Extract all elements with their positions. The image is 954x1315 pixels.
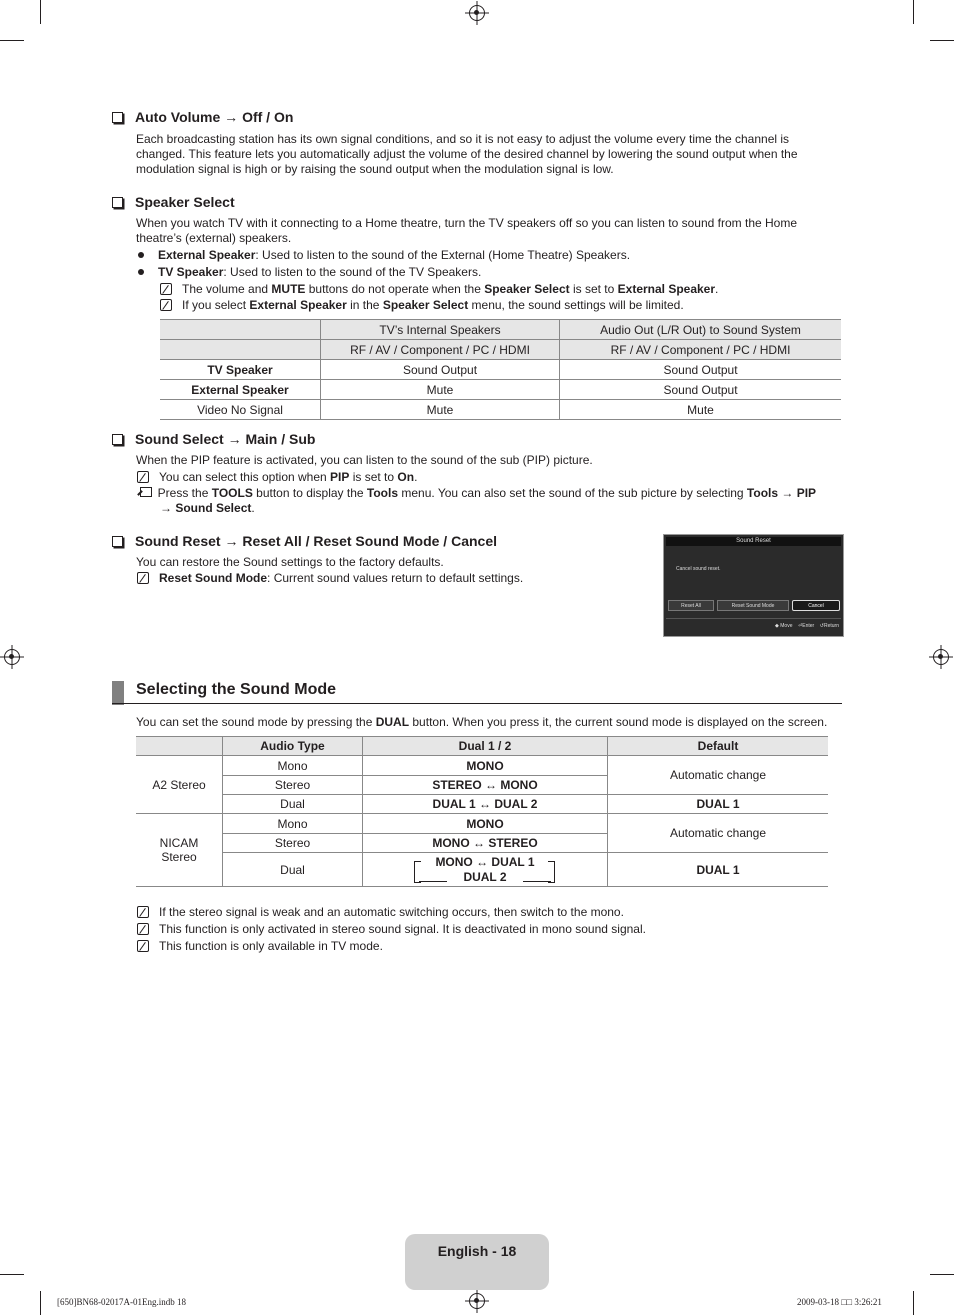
sound-reset-body: You can restore the Sound settings to the factory defaults. bbox=[136, 555, 444, 569]
note-icon bbox=[160, 283, 172, 295]
osd-reset-sound-mode-button[interactable]: Reset Sound Mode bbox=[717, 600, 789, 611]
checkbox-icon bbox=[112, 112, 123, 123]
print-slug-right: 2009-03-18 □□ 3:26:21 bbox=[797, 1297, 882, 1307]
nicam-stereo-cell: NICAM Stereo bbox=[136, 814, 223, 887]
tools-icon bbox=[137, 487, 151, 499]
speaker-note-2: If you select External Speaker in the Speaker Select menu, the sound settings will be limited. bbox=[160, 298, 684, 313]
table-row: Video No Signal Mute Mute bbox=[160, 400, 841, 420]
checkbox-icon bbox=[112, 434, 123, 445]
checkbox-icon bbox=[112, 536, 123, 547]
osd-message: Cancel sound reset. bbox=[676, 566, 721, 572]
checkbox-icon bbox=[112, 197, 123, 208]
sound-reset-note: Reset Sound Mode: Current sound values return to default settings. bbox=[137, 571, 523, 586]
crop-mark bbox=[930, 40, 954, 41]
table-row: External Speaker Mute Sound Output bbox=[160, 380, 841, 400]
bullet-tv-speaker: TV Speaker: Used to listen to the sound of the TV Speakers. bbox=[138, 265, 481, 280]
note-icon bbox=[137, 471, 149, 483]
osd-cancel-button[interactable]: Cancel bbox=[792, 600, 840, 611]
note-icon bbox=[137, 923, 149, 935]
osd-nav-move: ◆ Move bbox=[775, 623, 793, 629]
crop-mark bbox=[40, 0, 41, 24]
note-icon bbox=[160, 299, 172, 311]
sound-select-tool-tip: Press the TOOLS button to display the Tools menu. You can also set the sound of the sub picture by selecting Tools → PIP bbox=[137, 486, 837, 501]
osd-nav-enter: Enter bbox=[802, 623, 815, 629]
crop-mark bbox=[40, 1291, 41, 1315]
table-row: Dual MONO ↔ DUAL 1 DUAL 2 DUAL 1 bbox=[136, 853, 828, 887]
table-header-row: RF / AV / Component / PC / HDMI RF / AV / Component / PC / HDMI bbox=[160, 340, 841, 360]
section-rule bbox=[112, 703, 842, 704]
table-header-row: Audio Type Dual 1 / 2 Default bbox=[136, 737, 828, 756]
cycle-line bbox=[419, 881, 447, 882]
cycle-arrow-icon bbox=[414, 861, 421, 883]
registration-mark-icon bbox=[469, 1293, 485, 1309]
table-header-row: TV’s Internal Speakers Audio Out (L/R Out) to Sound System bbox=[160, 320, 841, 340]
enter-icon: ⏎ bbox=[798, 623, 803, 629]
sound-select-heading: Sound Select → Main / Sub bbox=[112, 431, 315, 447]
osd-nav-return: Return bbox=[823, 623, 839, 629]
table-row: TV Speaker Sound Output Sound Output bbox=[160, 360, 841, 380]
note-icon bbox=[137, 940, 149, 952]
sound-mode-note-3: This function is only available in TV mode. bbox=[137, 939, 383, 954]
note-icon bbox=[137, 906, 149, 918]
page-number-tab bbox=[405, 1234, 549, 1290]
sound-select-body: When the PIP feature is activated, you can listen to the sound of the sub (PIP) picture. bbox=[136, 453, 593, 467]
crop-mark bbox=[913, 1291, 914, 1315]
sound-select-tool-tip-cont: → Sound Select. bbox=[160, 501, 255, 515]
speaker-note-1: The volume and MUTE buttons do not operate when the Speaker Select is set to External Speaker. bbox=[160, 282, 718, 297]
sound-reset-osd-screenshot bbox=[663, 534, 844, 637]
crop-mark bbox=[913, 0, 914, 24]
section-bar bbox=[112, 681, 124, 705]
sound-mode-intro: You can set the sound mode by pressing the DUAL button. When you press it, the current sound mode is displayed on the screen. bbox=[136, 715, 828, 729]
cycle-arrow-icon bbox=[548, 861, 555, 883]
osd-divider bbox=[666, 618, 841, 619]
registration-mark-icon bbox=[933, 649, 949, 665]
dual-cycle-cell: MONO ↔ DUAL 1 DUAL 2 bbox=[363, 853, 608, 887]
sound-mode-note-1: If the stereo signal is weak and an automatic switching occurs, then switch to the mono. bbox=[137, 905, 624, 920]
speaker-select-table bbox=[160, 319, 841, 420]
table-row: NICAM Stereo Mono MONO Automatic change bbox=[136, 814, 828, 834]
sound-reset-heading: Sound Reset → Reset All / Reset Sound Mode / Cancel bbox=[112, 533, 497, 549]
sound-select-note: You can select this option when PIP is set to On. bbox=[137, 470, 417, 485]
bullet-icon bbox=[138, 252, 144, 258]
osd-title: Sound Reset bbox=[666, 537, 841, 546]
crop-mark bbox=[0, 40, 24, 41]
osd-nav-hints bbox=[775, 623, 839, 629]
registration-mark-icon bbox=[4, 649, 20, 665]
cycle-line bbox=[523, 881, 551, 882]
table-row: A2 Stereo Mono MONO Automatic change bbox=[136, 756, 828, 776]
auto-volume-heading: Auto Volume → Off / On bbox=[112, 109, 293, 125]
crop-mark bbox=[930, 1274, 954, 1275]
table-row: Stereo MONO ↔ STEREO bbox=[136, 834, 828, 853]
return-icon: ↺ bbox=[819, 623, 824, 629]
bullet-icon bbox=[138, 269, 144, 275]
registration-mark-icon bbox=[469, 5, 485, 21]
note-icon bbox=[137, 572, 149, 584]
sound-mode-note-2: This function is only activated in stereo sound signal. It is deactivated in mono sound signal. bbox=[137, 922, 646, 937]
sound-mode-table bbox=[136, 736, 828, 887]
print-slug-left: [650]BN68-02017A-01Eng.indb 18 bbox=[57, 1297, 186, 1307]
page-number: English - 18 bbox=[437, 1243, 517, 1259]
sound-mode-title: Selecting the Sound Mode bbox=[136, 681, 337, 698]
crop-mark bbox=[0, 1274, 24, 1275]
table-row: Stereo STEREO ↔ MONO bbox=[136, 776, 828, 795]
bullet-external-speaker: External Speaker: Used to listen to the sound of the External (Home Theatre) Speakers. bbox=[138, 248, 630, 263]
speaker-select-heading: Speaker Select bbox=[112, 194, 235, 210]
osd-reset-all-button[interactable]: Reset All bbox=[668, 600, 714, 611]
table-row: Dual DUAL 1 ↔ DUAL 2 DUAL 1 bbox=[136, 795, 828, 814]
auto-volume-body: Each broadcasting station has its own signal conditions, and so it is not easy to adjust the volume every time the channel is changed. This feature lets you automatically adjust the volume of the desired channel by lowering the sound output when the modulation signal is high or by raising the sound output when the modulation signal is low. bbox=[136, 132, 798, 176]
speaker-select-body: When you watch TV with it connecting to a Home theatre, turn the TV speakers off so you can listen to sound from the Home theatre’s (external) speakers. bbox=[136, 216, 798, 245]
